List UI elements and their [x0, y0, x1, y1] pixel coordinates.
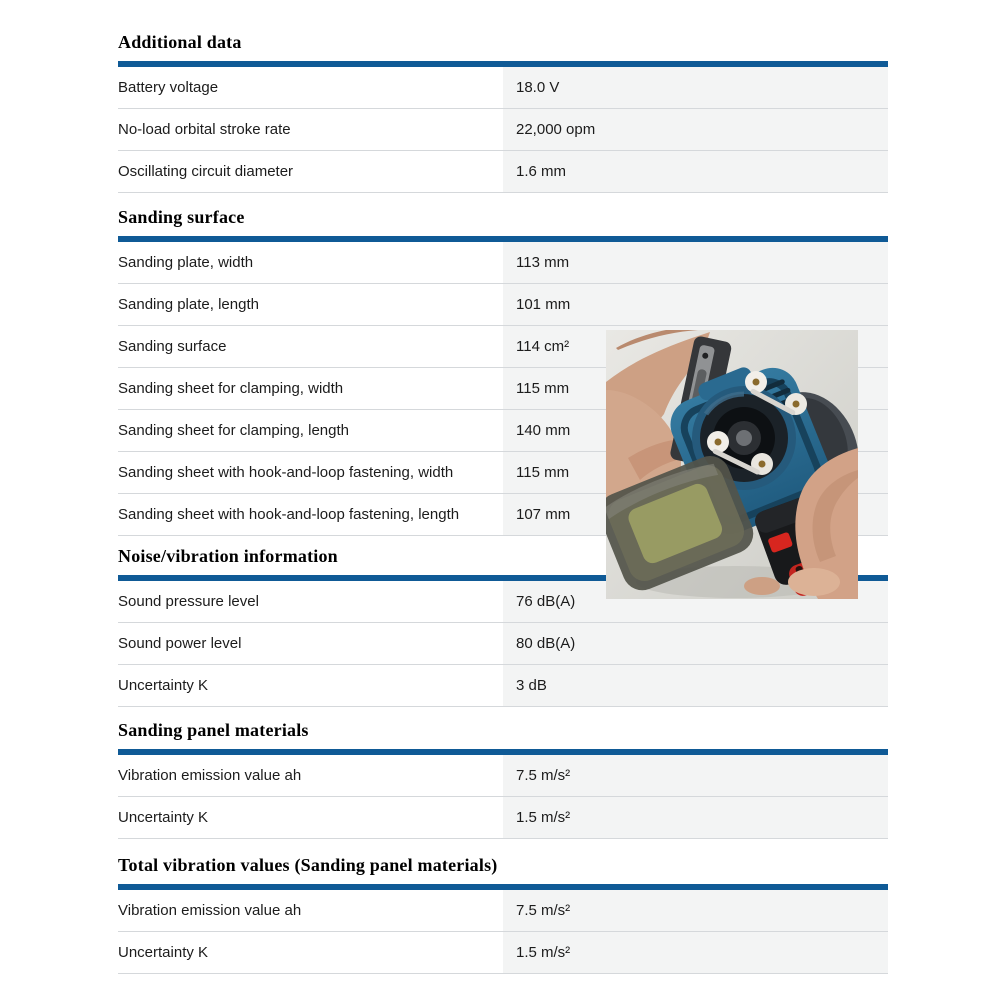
- spec-section-additional-data: [118, 31, 888, 193]
- section-title: Noise/vibration information: [118, 546, 338, 566]
- spec-row: [118, 242, 888, 284]
- spec-value: 7.5 m/s²: [503, 755, 888, 796]
- spec-label: Sanding sheet for clamping, length: [118, 410, 503, 451]
- spec-section-sanding-panel-materials: [118, 719, 888, 839]
- spec-value: 1.5 m/s²: [503, 797, 888, 838]
- spec-value: 140 mm: [503, 410, 888, 451]
- section-title: Total vibration values (Sanding panel materials): [118, 855, 498, 875]
- spec-row: [118, 623, 888, 665]
- spec-row: [118, 67, 888, 109]
- section-title: Additional data: [118, 32, 242, 52]
- spec-value: 18.0 V: [503, 67, 888, 108]
- section-title: Sanding surface: [118, 207, 245, 227]
- spec-label: Battery voltage: [118, 67, 503, 108]
- spec-label: Sanding sheet with hook-and-loop fastening, width: [118, 452, 503, 493]
- spec-value: 113 mm: [503, 242, 888, 283]
- spec-label: Vibration emission value ah: [118, 890, 503, 931]
- spec-value: 1.5 m/s²: [503, 932, 888, 973]
- spec-value: 107 mm: [503, 494, 888, 535]
- spec-label: No-load orbital stroke rate: [118, 109, 503, 150]
- spec-row: [118, 109, 888, 151]
- spec-value: 115 mm: [503, 452, 888, 493]
- spec-value: 115 mm: [503, 368, 888, 409]
- spec-value: 80 dB(A): [503, 623, 888, 664]
- spec-label: Sound pressure level: [118, 581, 503, 622]
- spec-label: Sound power level: [118, 623, 503, 664]
- spec-rows: [118, 890, 888, 974]
- spec-label: Sanding sheet for clamping, width: [118, 368, 503, 409]
- spec-label: Uncertainty K: [118, 797, 503, 838]
- spec-rows: [118, 581, 888, 707]
- spec-label: Uncertainty K: [118, 665, 503, 706]
- spec-label: Oscillating circuit diameter: [118, 151, 503, 192]
- spec-row: [118, 284, 888, 326]
- spec-value: 7.5 m/s²: [503, 890, 888, 931]
- spec-section-total-vibration: [118, 854, 888, 974]
- spec-rows: [118, 755, 888, 839]
- spec-label: Sanding plate, width: [118, 242, 503, 283]
- spec-row: [118, 797, 888, 839]
- spec-label: Sanding surface: [118, 326, 503, 367]
- spec-value: 1.6 mm: [503, 151, 888, 192]
- spec-value: 76 dB(A): [503, 581, 888, 622]
- product-photo: [606, 330, 858, 599]
- spec-value: 114 cm²: [503, 326, 888, 367]
- product-photo-illustration: [606, 330, 858, 599]
- spec-row: [118, 755, 888, 797]
- spec-row: [118, 932, 888, 974]
- spec-row: [118, 665, 888, 707]
- spec-label: Vibration emission value ah: [118, 755, 503, 796]
- spec-label: Uncertainty K: [118, 932, 503, 973]
- spec-value: 101 mm: [503, 284, 888, 325]
- spec-label: Sanding plate, length: [118, 284, 503, 325]
- spec-rows: [118, 67, 888, 193]
- spec-value: 3 dB: [503, 665, 888, 706]
- spec-row: [118, 151, 888, 193]
- spec-row: [118, 890, 888, 932]
- spec-label: Sanding sheet with hook-and-loop fastening, length: [118, 494, 503, 535]
- spec-value: 22,000 opm: [503, 109, 888, 150]
- section-title: Sanding panel materials: [118, 720, 309, 740]
